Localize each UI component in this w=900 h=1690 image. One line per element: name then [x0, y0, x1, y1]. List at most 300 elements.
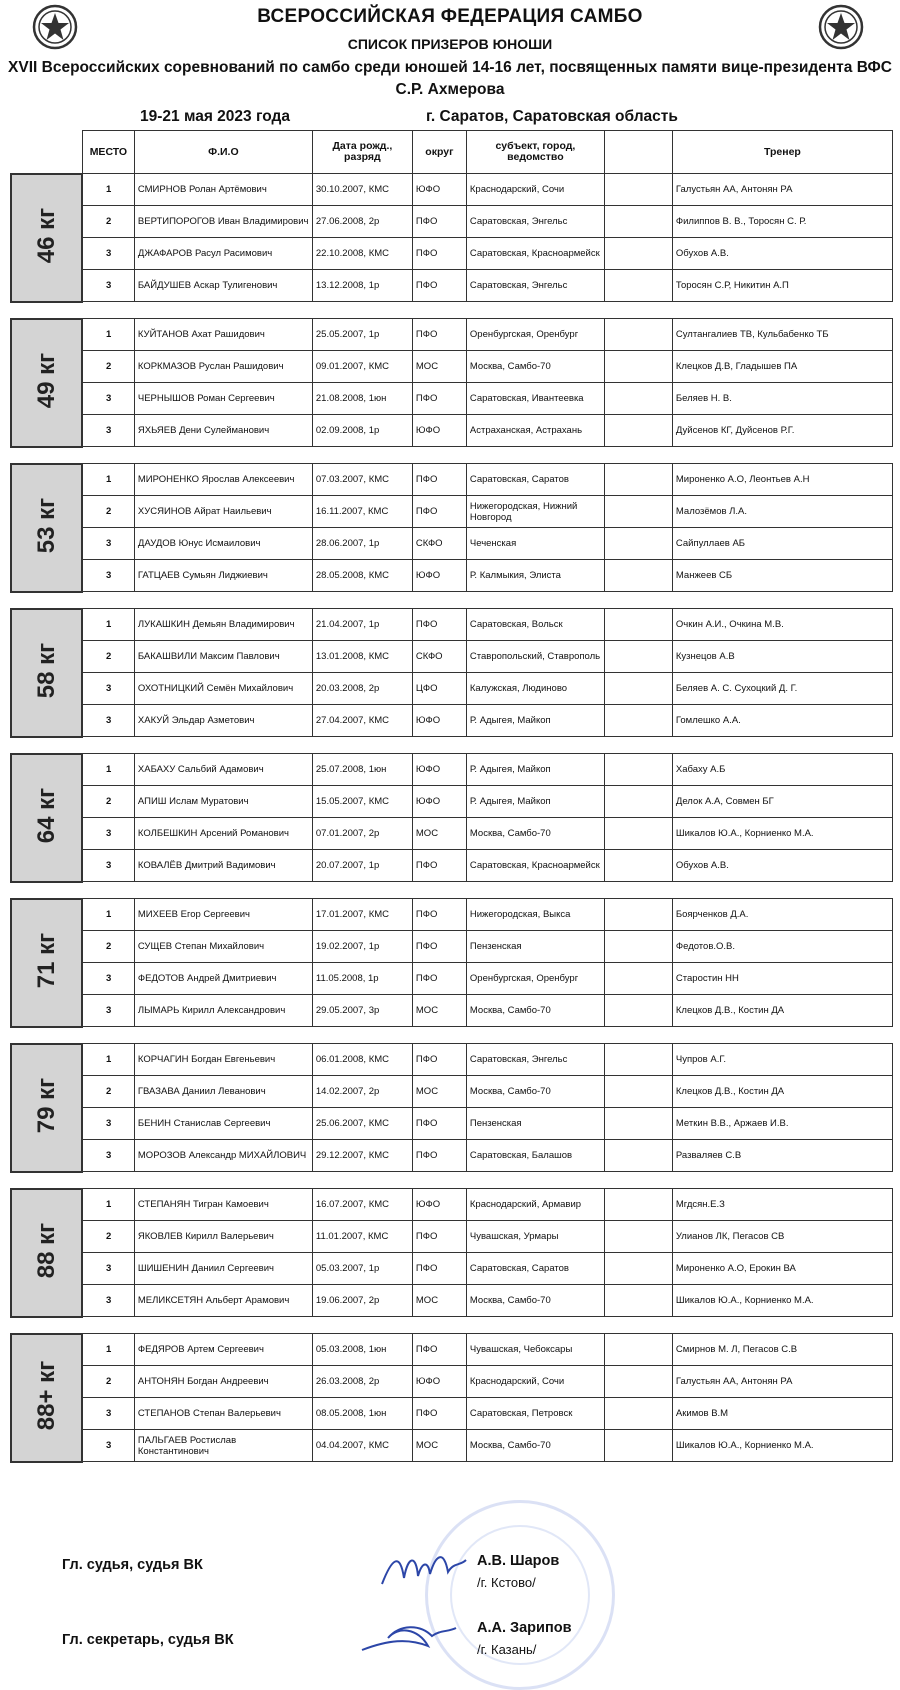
coach-cell: Шикалов Ю.А., Корниенко М.А. [672, 1430, 892, 1462]
region-cell: Чеченская [466, 528, 604, 560]
spacer-cell [604, 447, 672, 464]
birthdate-rank-cell: 08.05.2008, 1юн [312, 1398, 412, 1430]
empty-cell [604, 1076, 672, 1108]
coach-cell: Галустьян АА, Антонян РА [672, 1366, 892, 1398]
coach-cell: Федотов.О.В. [672, 931, 892, 963]
spacer-cell [134, 447, 312, 464]
empty-cell [604, 1140, 672, 1172]
birthdate-rank-cell: 09.01.2007, КМС [312, 351, 412, 383]
spacer-cell [82, 592, 134, 609]
birthdate-rank-cell: 06.01.2008, КМС [312, 1044, 412, 1076]
place-cell: 2 [82, 641, 134, 673]
coach-cell: Обухов А.В. [672, 850, 892, 882]
empty-column-header [604, 131, 672, 174]
empty-cell [604, 673, 672, 705]
birthdate-rank-cell: 26.03.2008, 2р [312, 1366, 412, 1398]
birthdate-rank-cell: 25.07.2008, 1юн [312, 754, 412, 786]
spacer-cell [412, 447, 466, 464]
district-cell: СКФО [412, 641, 466, 673]
table-row [11, 931, 892, 963]
table-row [11, 754, 892, 786]
spacer-cell [11, 1027, 82, 1044]
region-cell: Саратовская, Вольск [466, 609, 604, 641]
empty-cell [604, 1253, 672, 1285]
athlete-name-cell: МИХЕЕВ Егор Сергеевич [134, 899, 312, 931]
athlete-name-cell: БЕНИН Станислав Сергеевич [134, 1108, 312, 1140]
region-cell: Москва, Самбо-70 [466, 818, 604, 850]
judge-signature-icon [378, 1548, 468, 1590]
spacer-cell [604, 1172, 672, 1189]
coach-cell: Чупров А.Г. [672, 1044, 892, 1076]
region-cell: Саратовская, Балашов [466, 1140, 604, 1172]
place-cell: 2 [82, 1366, 134, 1398]
category-spacer [11, 1172, 892, 1189]
athlete-name-cell: КОРКМАЗОВ Руслан Рашидович [134, 351, 312, 383]
athlete-name-cell: КУЙТАНОВ Ахат Рашидович [134, 319, 312, 351]
region-cell: Москва, Самбо-70 [466, 1076, 604, 1108]
spacer-cell [672, 447, 892, 464]
table-row [11, 351, 892, 383]
weight-category-label: 79 кг [33, 1077, 61, 1133]
athlete-name-cell: АПИШ Ислам Муратович [134, 786, 312, 818]
table-row [11, 319, 892, 351]
coach-cell: Мироненко А.О, Ерокин ВА [672, 1253, 892, 1285]
spacer-cell [312, 882, 412, 899]
empty-cell [604, 818, 672, 850]
district-cell: ПФО [412, 1398, 466, 1430]
empty-cell [604, 1398, 672, 1430]
spacer-cell [82, 302, 134, 319]
table-row [11, 963, 892, 995]
region-cell: Саратовская, Энгельс [466, 1044, 604, 1076]
athlete-name-cell: ХАКУЙ Эльдар Азметович [134, 705, 312, 737]
district-cell: ЮФО [412, 754, 466, 786]
coach-cell: Султангалиев ТВ, Кульбабенко ТБ [672, 319, 892, 351]
region-cell: Саратовская, Красноармейск [466, 238, 604, 270]
district-cell: ПФО [412, 1108, 466, 1140]
table-row [11, 641, 892, 673]
empty-cell [604, 206, 672, 238]
spacer-cell [466, 1172, 604, 1189]
place-cell: 2 [82, 1221, 134, 1253]
spacer-cell [312, 1317, 412, 1334]
spacer-cell [82, 1172, 134, 1189]
table-row [11, 818, 892, 850]
coach-cell: Акимов В.М [672, 1398, 892, 1430]
spacer-cell [312, 1027, 412, 1044]
category-spacer [11, 592, 892, 609]
table-row [11, 1366, 892, 1398]
birthdate-rank-cell: 25.05.2007, 1р [312, 319, 412, 351]
spacer-cell [412, 1172, 466, 1189]
district-cell: ЮФО [412, 1189, 466, 1221]
spacer-cell [82, 1317, 134, 1334]
birthdate-rank-cell: 07.03.2007, КМС [312, 464, 412, 496]
region-cell: Саратовская, Энгельс [466, 206, 604, 238]
empty-cell [604, 931, 672, 963]
coach-cell: Старостин НН [672, 963, 892, 995]
birthdate-rank-cell: 13.01.2008, КМС [312, 641, 412, 673]
table-row [11, 1253, 892, 1285]
region-cell: Саратовская, Петровск [466, 1398, 604, 1430]
spacer-cell [412, 737, 466, 754]
birthdate-rank-cell: 17.01.2007, КМС [312, 899, 412, 931]
region-cell: Пензенская [466, 1108, 604, 1140]
district-cell: МОС [412, 1076, 466, 1108]
region-cell: Чувашская, Урмары [466, 1221, 604, 1253]
empty-cell [604, 899, 672, 931]
spacer-cell [412, 592, 466, 609]
table-row [11, 1189, 892, 1221]
birthdate-rank-cell: 20.07.2007, 1р [312, 850, 412, 882]
birthdate-rank-cell: 19.02.2007, 1р [312, 931, 412, 963]
table-row [11, 1285, 892, 1317]
weight-category-label: 71 кг [33, 932, 61, 988]
spacer-cell [134, 1027, 312, 1044]
place-cell: 3 [82, 850, 134, 882]
weight-category-cell [11, 464, 82, 592]
spacer-cell [11, 1172, 82, 1189]
birthdate-rank-cell: 04.04.2007, КМС [312, 1430, 412, 1462]
weight-category-cell [11, 1044, 82, 1172]
region-cell: Краснодарский, Сочи [466, 174, 604, 206]
place-cell: 1 [82, 899, 134, 931]
athlete-name-cell: ЧЕРНЫШОВ Роман Сергеевич [134, 383, 312, 415]
birthdate-rank-cell: 29.12.2007, КМС [312, 1140, 412, 1172]
empty-cell [604, 351, 672, 383]
table-row [11, 1108, 892, 1140]
spacer-cell [312, 447, 412, 464]
category-spacer [11, 1317, 892, 1334]
birthdate-rank-cell: 05.03.2007, 1р [312, 1253, 412, 1285]
athlete-name-cell: ВЕРТИПОРОГОВ Иван Владимирович [134, 206, 312, 238]
empty-cell [604, 1285, 672, 1317]
coach-cell: Кузнецов А.В [672, 641, 892, 673]
table-row [11, 1334, 892, 1366]
district-cell: ПФО [412, 383, 466, 415]
district-cell: ЮФО [412, 174, 466, 206]
place-cell: 3 [82, 1430, 134, 1462]
place-cell: 3 [82, 705, 134, 737]
coach-cell: Сайпуллаев АБ [672, 528, 892, 560]
place-cell: 2 [82, 496, 134, 528]
category-spacer [11, 1027, 892, 1044]
district-cell: ПФО [412, 464, 466, 496]
athlete-name-cell: СТЕПАНОВ Степан Валерьевич [134, 1398, 312, 1430]
athlete-name-cell: ДАУДОВ Юнус Исмаилович [134, 528, 312, 560]
coach-cell: Шикалов Ю.А., Корниенко М.А. [672, 818, 892, 850]
place-cell: 1 [82, 464, 134, 496]
district-cell: ПФО [412, 1334, 466, 1366]
region-cell: Саратовская, Саратов [466, 1253, 604, 1285]
place-cell: 2 [82, 786, 134, 818]
table-row [11, 560, 892, 592]
weight-category-cell [11, 319, 82, 447]
spacer-cell [466, 592, 604, 609]
spacer-cell [466, 1027, 604, 1044]
coach-cell: Торосян С.Р, Никитин А.П [672, 270, 892, 302]
district-cell: ПФО [412, 496, 466, 528]
birthdate-rank-cell: 14.02.2007, 2р [312, 1076, 412, 1108]
birthdate-rank-cell: 16.07.2007, КМС [312, 1189, 412, 1221]
weight-category-cell [11, 1189, 82, 1317]
birthdate-rank-cell: 29.05.2007, 3р [312, 995, 412, 1027]
weight-category-label: 88+ кг [33, 1360, 61, 1430]
district-cell: ПФО [412, 1253, 466, 1285]
district-cell: ЮФО [412, 560, 466, 592]
athlete-name-cell: ПАЛЬГАЕВ Ростислав Константинович [134, 1430, 312, 1462]
region-cell: Чувашская, Чебоксары [466, 1334, 604, 1366]
weight-category-label: 88 кг [33, 1222, 61, 1278]
empty-cell [604, 1108, 672, 1140]
table-row [11, 995, 892, 1027]
spacer-cell [604, 302, 672, 319]
organization-title: ВСЕРОССИЙСКАЯ ФЕДЕРАЦИЯ САМБО [257, 6, 643, 27]
place-cell: 1 [82, 174, 134, 206]
empty-cell [604, 415, 672, 447]
athlete-name-cell: ОХОТНИЦКИЙ Семён Михайлович [134, 673, 312, 705]
empty-cell [604, 496, 672, 528]
birthdate-rank-cell: 16.11.2007, КМС [312, 496, 412, 528]
name-column-header: Ф.И.О [134, 131, 312, 174]
region-cell: Краснодарский, Сочи [466, 1366, 604, 1398]
weight-category-label: 53 кг [33, 497, 61, 553]
region-cell: Саратовская, Саратов [466, 464, 604, 496]
empty-cell [604, 963, 672, 995]
place-cell: 3 [82, 1108, 134, 1140]
district-cell: МОС [412, 1285, 466, 1317]
spacer-cell [312, 592, 412, 609]
birthdate-rank-cell: 22.10.2008, КМС [312, 238, 412, 270]
empty-cell [604, 850, 672, 882]
coach-cell: Улианов ЛК, Пегасов СВ [672, 1221, 892, 1253]
birthdate-rank-cell: 15.05.2007, КМС [312, 786, 412, 818]
empty-cell [604, 1221, 672, 1253]
spacer-cell [466, 1317, 604, 1334]
district-cell: ПФО [412, 1221, 466, 1253]
place-cell: 3 [82, 270, 134, 302]
coach-cell: Мироненко А.О, Леонтьев А.Н [672, 464, 892, 496]
district-cell: ПФО [412, 609, 466, 641]
chief-judge-name: А.В. Шаров [477, 1553, 560, 1569]
athlete-name-cell: АНТОНЯН Богдан Андреевич [134, 1366, 312, 1398]
region-cell: Пензенская [466, 931, 604, 963]
birthdate-rank-cell: 30.10.2007, КМС [312, 174, 412, 206]
district-cell: СКФО [412, 528, 466, 560]
athlete-name-cell: ГАТЦАЕВ Сумьян Лиджиевич [134, 560, 312, 592]
results-table [10, 130, 893, 1463]
empty-cell [604, 786, 672, 818]
table-row [11, 786, 892, 818]
athlete-name-cell: ЛЫМАРЬ Кирилл Александрович [134, 995, 312, 1027]
coach-column-header: Тренер [672, 131, 892, 174]
birthdate-rank-cell: 27.04.2007, КМС [312, 705, 412, 737]
category-spacer [11, 882, 892, 899]
region-cell: Саратовская, Ивантеевка [466, 383, 604, 415]
birthdate-rank-cell: 19.06.2007, 2р [312, 1285, 412, 1317]
spacer-cell [82, 447, 134, 464]
place-cell: 1 [82, 1044, 134, 1076]
athlete-name-cell: СУЩЕВ Степан Михайлович [134, 931, 312, 963]
birthdate-rank-cell: 05.03.2008, 1юн [312, 1334, 412, 1366]
coach-cell: Разваляев С.В [672, 1140, 892, 1172]
results-body [11, 174, 892, 1462]
table-row [11, 383, 892, 415]
birthdate-rank-cell: 27.06.2008, 2р [312, 206, 412, 238]
place-cell: 1 [82, 754, 134, 786]
weight-category-cell [11, 609, 82, 737]
district-cell: ПФО [412, 206, 466, 238]
coach-cell: Обухов А.В. [672, 238, 892, 270]
spacer-cell [82, 1027, 134, 1044]
weight-category-label: 49 кг [33, 352, 61, 408]
table-row [11, 238, 892, 270]
region-cell: Р. Адыгея, Майкоп [466, 705, 604, 737]
coach-cell: Филиппов В. В., Торосян С. Р. [672, 206, 892, 238]
district-cell: ЮФО [412, 786, 466, 818]
place-cell: 3 [82, 963, 134, 995]
athlete-name-cell: ЛУКАШКИН Демьян Владимирович [134, 609, 312, 641]
athlete-name-cell: ДЖАФАРОВ Расул Расимович [134, 238, 312, 270]
secretary-signature-icon [358, 1620, 458, 1656]
chief-judge-role: Гл. судья, судья ВК [62, 1557, 203, 1573]
weight-category-label: 46 кг [33, 207, 61, 263]
region-cell: Москва, Самбо-70 [466, 351, 604, 383]
table-row [11, 528, 892, 560]
category-spacer [11, 302, 892, 319]
athlete-name-cell: КОРЧАГИН Богдан Евгеньевич [134, 1044, 312, 1076]
empty-cell [604, 528, 672, 560]
empty-cell [604, 705, 672, 737]
spacer-cell [672, 737, 892, 754]
table-row [11, 899, 892, 931]
place-cell: 2 [82, 1076, 134, 1108]
coach-cell: Очкин А.И., Очкина М.В. [672, 609, 892, 641]
spacer-cell [466, 302, 604, 319]
spacer-cell [412, 302, 466, 319]
empty-cell [604, 270, 672, 302]
table-row [11, 270, 892, 302]
spacer-cell [672, 1172, 892, 1189]
region-cell: Р. Адыгея, Майкоп [466, 754, 604, 786]
region-cell: Астраханская, Астрахань [466, 415, 604, 447]
birthdate-rank-cell: 13.12.2008, 1р [312, 270, 412, 302]
spacer-cell [466, 737, 604, 754]
place-cell: 3 [82, 560, 134, 592]
district-cell: ПФО [412, 850, 466, 882]
district-cell: МОС [412, 995, 466, 1027]
spacer-cell [672, 1317, 892, 1334]
spacer-cell [604, 882, 672, 899]
athlete-name-cell: КОВАЛЁВ Дмитрий Вадимович [134, 850, 312, 882]
weight-category-cell [11, 1334, 82, 1462]
weight-category-cell [11, 754, 82, 882]
region-cell: Краснодарский, Армавир [466, 1189, 604, 1221]
coach-cell: Гомлешко А.А. [672, 705, 892, 737]
spacer-cell [11, 882, 82, 899]
coach-cell: Меткин В.В., Аржаев И.В. [672, 1108, 892, 1140]
weight-category-label: 64 кг [33, 787, 61, 843]
spacer-cell [11, 737, 82, 754]
coach-cell: Боярченков Д.А. [672, 899, 892, 931]
birthdate-rank-cell: 25.06.2007, КМС [312, 1108, 412, 1140]
athlete-name-cell: ХАБАХУ Сальбий Адамович [134, 754, 312, 786]
athlete-name-cell: ФЕДОТОВ Андрей Дмитриевич [134, 963, 312, 995]
athlete-name-cell: МИРОНЕНКО Ярослав Алексеевич [134, 464, 312, 496]
empty-cell [604, 1334, 672, 1366]
birthdate-rank-cell: 28.05.2008, КМС [312, 560, 412, 592]
spacer-cell [412, 882, 466, 899]
place-cell: 3 [82, 528, 134, 560]
place-cell: 3 [82, 818, 134, 850]
event-date: 19-21 мая 2023 года [140, 108, 290, 125]
place-cell: 1 [82, 1334, 134, 1366]
coach-cell: Смирнов М. Л, Пегасов С.В [672, 1334, 892, 1366]
spacer-cell [11, 447, 82, 464]
empty-cell [604, 174, 672, 206]
district-cell: МОС [412, 1430, 466, 1462]
place-cell: 3 [82, 995, 134, 1027]
weight-category-cell [11, 899, 82, 1027]
spacer-cell [82, 737, 134, 754]
place-cell: 2 [82, 351, 134, 383]
coach-cell: Беляев Н. В. [672, 383, 892, 415]
district-cell: ПФО [412, 963, 466, 995]
region-cell: Москва, Самбо-70 [466, 1285, 604, 1317]
spacer-cell [604, 737, 672, 754]
place-cell: 2 [82, 931, 134, 963]
table-row [11, 1398, 892, 1430]
table-row [11, 206, 892, 238]
athlete-name-cell: МОРОЗОВ Александр МИХАЙЛОВИЧ [134, 1140, 312, 1172]
place-cell: 3 [82, 238, 134, 270]
coach-cell: Клецков Д.В., Костин ДА [672, 995, 892, 1027]
place-cell: 3 [82, 1398, 134, 1430]
table-row [11, 1076, 892, 1108]
chief-secretary-city: /г. Казань/ [477, 1642, 537, 1657]
spacer-cell [11, 1317, 82, 1334]
athlete-name-cell: ФЕДЯРОВ Артем Сергеевич [134, 1334, 312, 1366]
region-cell: Ставропольский, Ставрополь [466, 641, 604, 673]
region-cell: Нижегородская, Нижний Новгород [466, 496, 604, 528]
coach-cell: Клецков Д.В., Костин ДА [672, 1076, 892, 1108]
place-cell: 3 [82, 673, 134, 705]
district-column-header: округ [412, 131, 466, 174]
district-cell: ПФО [412, 270, 466, 302]
region-cell: Москва, Самбо-70 [466, 995, 604, 1027]
spacer-cell [134, 882, 312, 899]
empty-cell [604, 560, 672, 592]
district-cell: ПФО [412, 1140, 466, 1172]
place-column-header: МЕСТО [82, 131, 134, 174]
coach-cell: Малозёмов Л.А. [672, 496, 892, 528]
coach-cell: Манжеев СБ [672, 560, 892, 592]
spacer-cell [672, 302, 892, 319]
empty-cell [604, 319, 672, 351]
spacer-cell [134, 1317, 312, 1334]
empty-cell [604, 383, 672, 415]
athlete-name-cell: СМИРНОВ Ролан Артёмович [134, 174, 312, 206]
athlete-name-cell: МЕЛИКСЕТЯН Альберт Арамович [134, 1285, 312, 1317]
place-cell: 3 [82, 1140, 134, 1172]
place-cell: 1 [82, 319, 134, 351]
spacer-cell [134, 1172, 312, 1189]
district-cell: ПФО [412, 319, 466, 351]
weight-category-cell [11, 174, 82, 302]
coach-cell: Шикалов Ю.А., Корниенко М.А. [672, 1285, 892, 1317]
table-row [11, 673, 892, 705]
table-row [11, 1430, 892, 1462]
